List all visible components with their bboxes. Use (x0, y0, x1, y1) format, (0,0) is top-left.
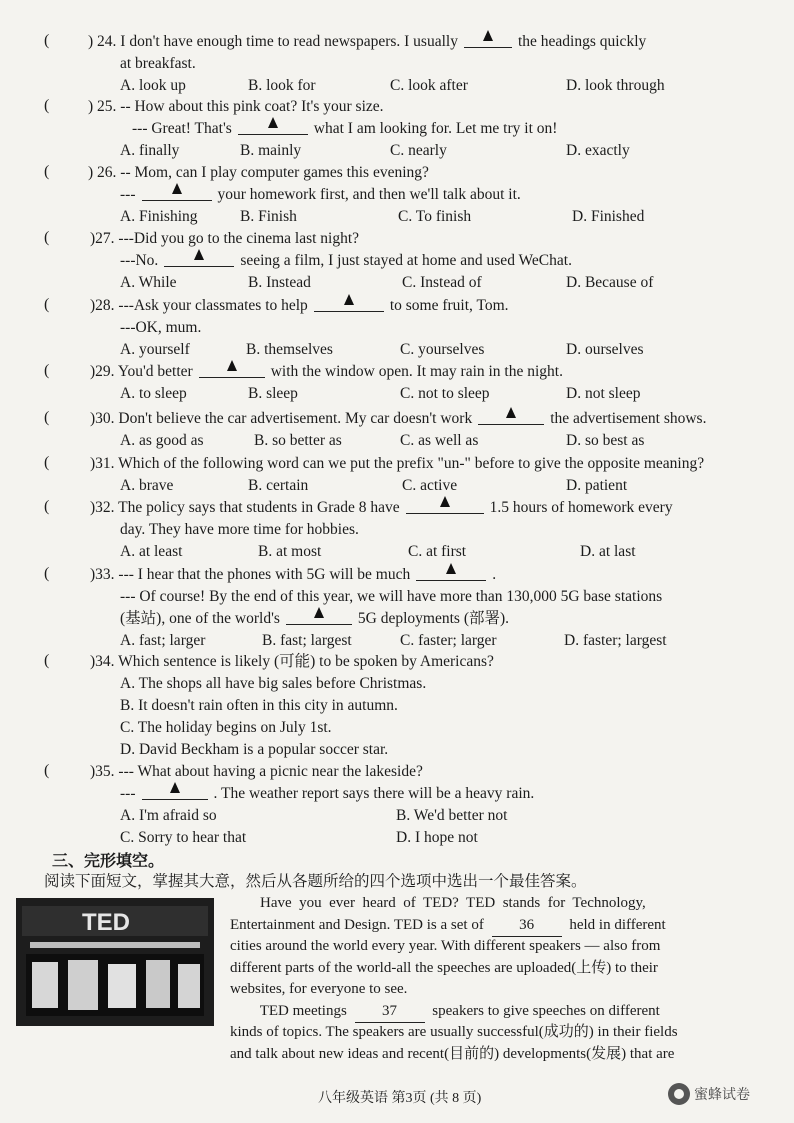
passage-line (230, 1022, 678, 1044)
triangle-icon (172, 183, 182, 194)
option[interactable]: B. so better as (254, 432, 342, 449)
option[interactable]: D. so best as (566, 432, 645, 449)
option[interactable]: D. look through (566, 77, 665, 94)
passage-line (230, 915, 666, 938)
option[interactable]: A. Finishing (120, 208, 198, 225)
option[interactable]: A. brave (120, 477, 174, 494)
question-text: )27. ---Did you go to the cinema last night? (90, 230, 360, 247)
question-text: your homework first, and then we'll talk about it. (217, 186, 521, 203)
question-text: ) 26. -- Mom, can I play computer games this evening? (88, 164, 429, 181)
question-text: seeing a film, I just stayed at home and used WeChat. (240, 252, 572, 269)
cloze-blank[interactable]: 37 (355, 1001, 425, 1024)
ted-photo (16, 898, 214, 1026)
ted-photo-graphic (16, 898, 214, 1026)
question-line (90, 652, 494, 672)
option[interactable]: B. Finish (240, 208, 297, 225)
question-text: . (492, 566, 497, 583)
question-text: the advertisement shows. (550, 410, 707, 427)
cloze-blank[interactable]: 36 (492, 915, 562, 938)
question-line (88, 32, 646, 52)
passage-line (230, 1044, 674, 1066)
question-text: --- (120, 186, 136, 203)
option[interactable]: A. yourself (120, 341, 190, 358)
passage-line (230, 936, 660, 958)
answer-blank[interactable] (314, 296, 384, 312)
answer-blank[interactable] (478, 409, 544, 425)
answer-paren[interactable]: ( (44, 362, 74, 379)
triangle-icon (170, 782, 180, 793)
question-text: --- (120, 785, 136, 802)
option[interactable]: A. While (120, 274, 177, 291)
passage-text: speakers to give speeches on different (428, 1002, 660, 1019)
option[interactable]: B. mainly (240, 142, 302, 159)
question-text: what I am looking for. Let me try it on! (313, 120, 558, 137)
triangle-icon (344, 294, 354, 305)
answer-blank[interactable] (416, 565, 486, 581)
question-text: )31. Which of the following word can we put the prefix "un-" before to give the opposite meaning? (90, 455, 705, 472)
question-text: 5G deployments (部署). (357, 610, 510, 627)
answer-blank[interactable] (199, 362, 265, 378)
watermark (668, 1083, 750, 1105)
triangle-icon (446, 563, 456, 574)
option[interactable]: A. look up (120, 77, 186, 94)
question-text: )29. You'd better (90, 363, 193, 380)
question-text: ) 24. I don't have enough time to read newspapers. I usually (88, 33, 458, 50)
question-text: )34. Which sentence is likely (可能) to be spoken by Americans? (90, 653, 494, 670)
question-line (120, 185, 521, 205)
answer-paren[interactable]: ( (44, 296, 74, 313)
question-line (90, 409, 706, 429)
passage-text: websites, for everyone to see. (230, 981, 408, 997)
question-line (120, 609, 509, 629)
triangle-icon (268, 117, 278, 128)
passage-text: cities around the world every year. With different speakers — also from (230, 938, 661, 954)
option[interactable]: D. at last (580, 543, 636, 560)
option[interactable]: D. Because of (566, 274, 654, 291)
option[interactable]: C. as well as (400, 432, 479, 449)
answer-paren[interactable]: ( (44, 163, 74, 180)
question-line (120, 318, 201, 338)
answer-paren[interactable]: ( (44, 32, 74, 49)
question-line (90, 498, 673, 518)
question-text: (基站), one of the world's (120, 610, 280, 627)
option[interactable]: D. Finished (572, 208, 645, 225)
question-text: at breakfast. (120, 55, 196, 72)
passage-text: and talk about new ideas and recent(目前的) developments(发展) that are (230, 1045, 675, 1062)
passage-text: different parts of the world-all the speeches are uploaded(上传) to their (230, 959, 658, 976)
answer-blank[interactable] (164, 251, 234, 267)
triangle-icon (483, 30, 493, 41)
option[interactable]: C. The holiday begins on July 1st. (120, 719, 332, 736)
answer-paren[interactable]: ( (44, 565, 74, 582)
question-line (132, 119, 557, 139)
question-text: to some fruit, Tom. (389, 297, 509, 314)
question-line (90, 362, 563, 382)
question-text: ) 25. -- How about this pink coat? It's your size. (88, 98, 384, 115)
option[interactable]: C. faster; larger (400, 632, 497, 649)
answer-blank[interactable] (464, 32, 512, 48)
triangle-icon (506, 407, 516, 418)
option[interactable]: C. yourselves (400, 341, 485, 358)
question-line (120, 520, 359, 540)
triangle-icon (194, 249, 204, 260)
answer-blank[interactable] (238, 119, 308, 135)
question-text: )33. --- I hear that the phones with 5G will be much (90, 566, 411, 583)
answer-paren[interactable]: ( (44, 454, 74, 471)
passage-text: kinds of topics. The speakers are usually successful(成功的) in their fields (230, 1024, 678, 1040)
answer-paren[interactable]: ( (44, 97, 74, 114)
answer-paren[interactable]: ( (44, 652, 74, 669)
option[interactable]: B. themselves (246, 341, 333, 358)
ted-photo-logo: TED (82, 909, 130, 936)
option[interactable]: D. ourselves (566, 341, 644, 358)
option[interactable]: C. look after (390, 77, 468, 94)
option[interactable]: A. to sleep (120, 385, 187, 402)
question-text: )28. ---Ask your classmates to help (90, 297, 308, 314)
option[interactable]: A. The shops all have big sales before Christmas. (120, 675, 427, 692)
option[interactable]: D. exactly (566, 142, 630, 159)
question-line (120, 251, 572, 271)
option[interactable]: A. finally (120, 142, 180, 159)
option[interactable]: A. fast; larger (120, 632, 206, 649)
question-line (90, 762, 423, 782)
question-text: ---No. (120, 252, 159, 269)
answer-paren[interactable]: ( (44, 229, 74, 246)
option[interactable]: C. not to sleep (400, 385, 490, 402)
option[interactable]: C. active (402, 477, 458, 494)
option[interactable]: B. sleep (248, 385, 298, 402)
answer-blank[interactable] (142, 185, 212, 201)
watermark-text: 蜜蜂试卷 (694, 1087, 750, 1103)
option[interactable]: B. look for (248, 77, 316, 94)
option[interactable]: B. certain (248, 477, 309, 494)
answer-paren[interactable]: ( (44, 409, 74, 426)
answer-paren[interactable]: ( (44, 762, 74, 779)
option[interactable]: D. David Beckham is a popular soccer star. (120, 741, 389, 758)
triangle-icon (227, 360, 237, 371)
question-line (90, 454, 704, 474)
passage-text: TED meetings (230, 1002, 351, 1019)
option[interactable]: B. at most (258, 543, 322, 560)
section-title: 三、完形填空。 (52, 853, 165, 870)
question-text: --- Of course! By the end of this year, we will have more than 130,000 5G base stations (120, 588, 663, 605)
option[interactable]: C. at first (408, 543, 467, 560)
answer-blank[interactable] (406, 498, 484, 514)
question-line (88, 97, 384, 117)
option[interactable]: D. I hope not (396, 829, 478, 846)
page-footer: 八年级英语 第3页 (共 8 页) (318, 1091, 482, 1106)
bee-logo-icon (668, 1083, 690, 1105)
question-text: )32. The policy says that students in Grade 8 have (90, 499, 400, 516)
question-text: . The weather report says there will be a heavy rain. (213, 785, 535, 802)
option[interactable]: B. fast; largest (262, 632, 352, 649)
passage-line (230, 893, 646, 915)
question-text: )30. Don't believe the car advertisement. My car doesn't work (90, 410, 473, 427)
option[interactable]: B. We'd better not (396, 807, 508, 824)
question-line (120, 54, 196, 74)
answer-blank[interactable] (286, 609, 352, 625)
question-text: )35. --- What about having a picnic near the lakeside? (90, 763, 423, 780)
answer-paren[interactable]: ( (44, 498, 74, 515)
option[interactable]: C. Sorry to hear that (120, 829, 247, 846)
question-text: the headings quickly (517, 33, 647, 50)
option[interactable]: A. at least (120, 543, 183, 560)
passage-text: Entertainment and Design. TED is a set of (230, 916, 488, 933)
option[interactable]: A. as good as (120, 432, 204, 449)
triangle-icon (314, 607, 324, 618)
option[interactable]: B. Instead (248, 274, 311, 291)
passage-line (230, 1001, 660, 1024)
question-line (90, 565, 496, 585)
option[interactable]: C. nearly (390, 142, 447, 159)
question-line (88, 163, 429, 183)
passage-text: Have you ever heard of TED? TED stands for Technology, (230, 895, 646, 911)
question-line (120, 587, 662, 607)
question-text: with the window open. It may rain in the night. (270, 363, 563, 380)
question-line (90, 229, 359, 249)
passage-text: held in different (565, 916, 666, 933)
question-text: ---OK, mum. (120, 319, 202, 336)
passage-line (230, 958, 658, 980)
answer-blank[interactable] (142, 784, 208, 800)
question-text: day. They have more time for hobbies. (120, 521, 359, 538)
question-text: 1.5 hours of homework every (489, 499, 673, 516)
triangle-icon (440, 496, 450, 507)
question-line (90, 296, 509, 316)
option[interactable]: D. patient (566, 477, 628, 494)
passage-line (230, 979, 407, 1001)
option[interactable]: D. not sleep (566, 385, 641, 402)
section-instruction: 阅读下面短文，掌握其大意，然后从各题所给的四个选项中选出一个最佳答案。 (44, 873, 587, 890)
question-text: --- Great! That's (132, 120, 232, 137)
question-line (120, 784, 534, 804)
option[interactable]: B. It doesn't rain often in this city in autumn. (120, 697, 398, 714)
option[interactable]: C. Instead of (402, 274, 482, 291)
option[interactable]: C. To finish (398, 208, 472, 225)
option[interactable]: D. faster; largest (564, 632, 667, 649)
option[interactable]: A. I'm afraid so (120, 807, 217, 824)
